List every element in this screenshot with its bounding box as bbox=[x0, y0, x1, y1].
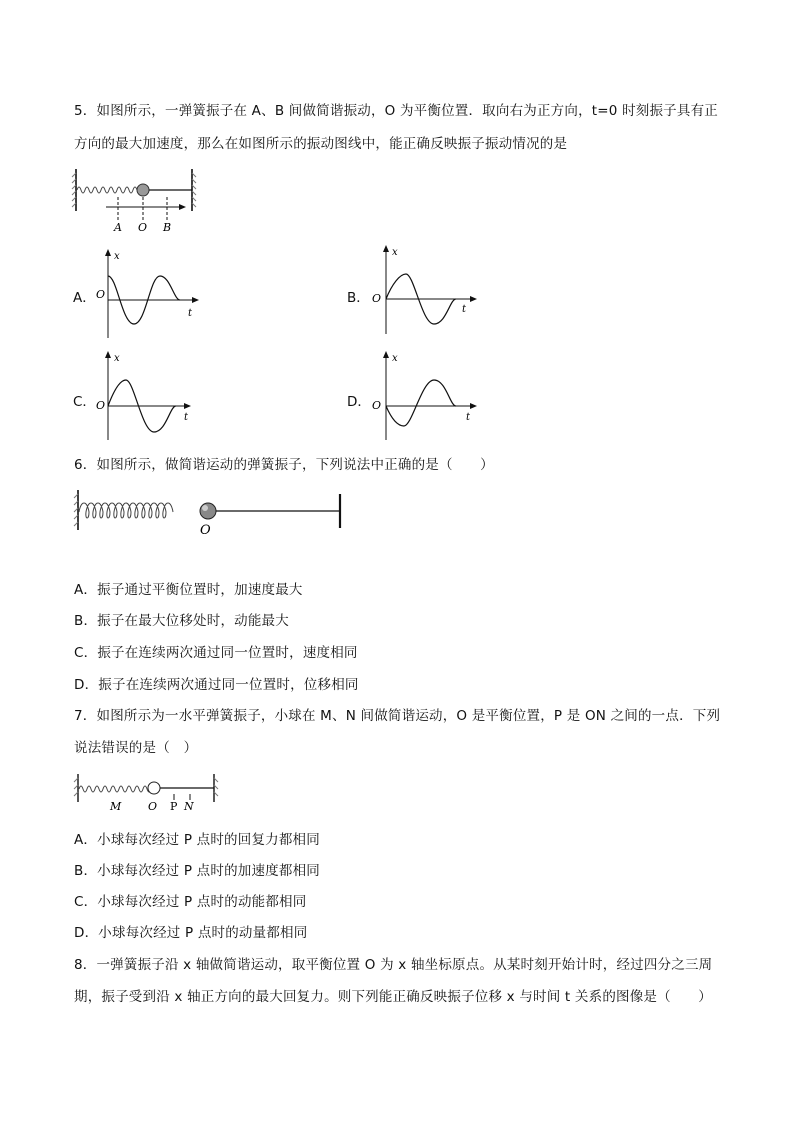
spring bbox=[79, 786, 155, 792]
oscillator-ball bbox=[137, 184, 149, 196]
q5-option-d-label: D． bbox=[347, 394, 371, 410]
q5-option-c-label: C． bbox=[73, 394, 96, 410]
q5-option-a-label: A． bbox=[73, 290, 96, 306]
q6-option-c: C．振子在连续两次通过同一位置时，速度相同 bbox=[74, 645, 358, 661]
q6-option-a: A．振子通过平衡位置时，加速度最大 bbox=[74, 582, 303, 598]
oscillator-ball bbox=[148, 782, 160, 794]
label-P: P bbox=[170, 800, 178, 813]
svg-text:t: t bbox=[466, 412, 471, 423]
q5-stem-line2: 方向的最大加速度，那么在如图所示的振动图线中，能正确反映振子振动情况的是 bbox=[74, 136, 568, 152]
label-B: B bbox=[163, 221, 172, 234]
q6-option-b: B．振子在最大位移处时，动能最大 bbox=[74, 613, 289, 629]
q6-option-d: D．振子在连续两次通过同一位置时，位移相同 bbox=[74, 677, 359, 693]
q8-stem-line1: 8．一弹簧振子沿 x 轴做简谐运动，取平衡位置 O 为 x 轴坐标原点。从某时刻开始计时，经过四分之三周 bbox=[74, 957, 713, 973]
q7-option-a: A．小球每次经过 P 点时的回复力都相同 bbox=[74, 832, 320, 848]
q7-option-b: B．小球每次经过 P 点时的加速度都相同 bbox=[74, 863, 320, 879]
svg-text:t: t bbox=[188, 308, 193, 319]
q5-option-a-graph bbox=[92, 248, 202, 340]
svg-text:O: O bbox=[96, 399, 106, 412]
q6-spring-oscillator-figure bbox=[72, 486, 352, 538]
label-A: A bbox=[114, 221, 122, 234]
label-O: O bbox=[200, 523, 211, 538]
spring bbox=[79, 503, 173, 518]
svg-text:O: O bbox=[372, 292, 382, 305]
label-O: O bbox=[138, 221, 148, 234]
q7-spring-oscillator-figure bbox=[72, 772, 222, 814]
q7-stem-line2: 说法错误的是（ ） bbox=[74, 740, 198, 756]
q5-option-c-graph bbox=[92, 350, 202, 442]
q7-option-d: D．小球每次经过 P 点时的动量都相同 bbox=[74, 925, 308, 941]
option-d-wave bbox=[386, 380, 456, 426]
q5-spring-oscillator-figure bbox=[70, 165, 200, 235]
q7-option-c: C．小球每次经过 P 点时的动能都相同 bbox=[74, 894, 307, 910]
svg-text:t: t bbox=[462, 304, 467, 315]
spring bbox=[77, 187, 137, 193]
q5-option-b-graph bbox=[370, 244, 480, 336]
q5-stem-line1: 5．如图所示，一弹簧振子在 A、B 间做简谐振动，O 为平衡位置．取向右为正方向，t=0 时刻振子具有正 bbox=[74, 103, 718, 119]
svg-text:O: O bbox=[96, 288, 106, 301]
q7-stem-line1: 7．如图所示为一水平弹簧振子，小球在 M、N 间做简谐运动，O 是平衡位置，P 是 ON 之间的一点．下列 bbox=[74, 708, 721, 724]
svg-text:x: x bbox=[392, 247, 398, 258]
label-O: O bbox=[148, 800, 158, 813]
svg-text:O: O bbox=[372, 399, 382, 412]
q5-option-b-label: B． bbox=[347, 290, 370, 306]
q5-option-d-graph bbox=[370, 350, 480, 442]
svg-text:x: x bbox=[114, 353, 120, 364]
q8-stem-line2: 期，振子受到沿 x 轴正方向的最大回复力。则下列能正确反映振子位移 x 与时间 t 关系的图像是（ ） bbox=[74, 989, 712, 1005]
q6-stem: 6．如图所示，做简谐运动的弹簧振子，下列说法中正确的是（ ） bbox=[74, 457, 494, 473]
svg-text:x: x bbox=[392, 353, 398, 364]
svg-text:x: x bbox=[114, 251, 120, 262]
label-M: M bbox=[110, 800, 122, 813]
label-N: N bbox=[184, 800, 194, 813]
oscillator-ball bbox=[200, 503, 216, 519]
svg-text:t: t bbox=[184, 412, 189, 423]
